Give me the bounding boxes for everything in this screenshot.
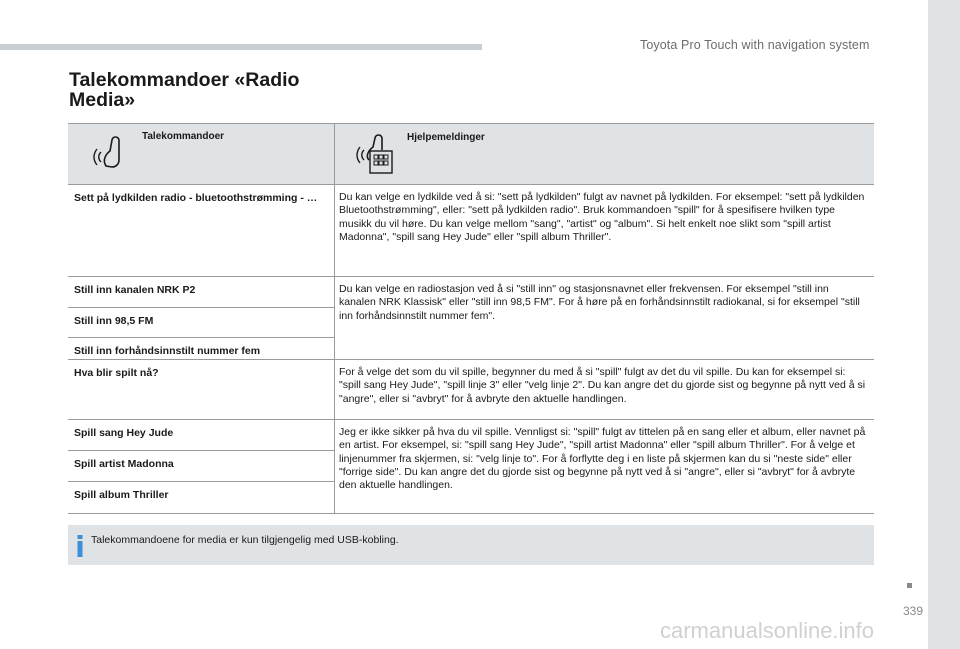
info-note [68, 525, 874, 565]
table-row [68, 277, 874, 360]
side-strip [928, 0, 960, 649]
command-cell [68, 277, 335, 359]
help-text: Jeg er ikke sikker på hva du vil spille. Vennligst si: "spill" fulgt av tittelen på en sang eller et album, eller navnet på en artist. For eksempel, si: "spill sang Hey Jude", "spill artist Madonna" eller "spill album Thriller". For å velge et linjenummer fra skjermen, si: "velg linje to". For å forflytte deg i en liste på skjermen kan du si "neste side" eller "forrige side". Du kan angre det du gjorde sist og begynne på nytt ved å si "angre", eller si "avbryt" for å avbryte den aktuelle handlingen. [339, 426, 866, 492]
help-text: For å velge det som du vil spille, begynner du med å si "spill" fulgt av det du vil spille. Du kan for eksempel si: "spill sang Hey Jude", "spill linje 3" eller "velg linje 2". Du kan angre det du gjorde sist og begynne på nytt ved å si "angre", eller si "avbryt" for å avbryte den aktuelle handlingen. [339, 366, 866, 405]
header-rule [0, 44, 482, 50]
command-text: Still inn forhåndsinnstilt nummer fem [68, 337, 334, 367]
header-cell-help [335, 124, 874, 184]
info-icon [77, 535, 83, 557]
command-cell [68, 185, 335, 276]
table-header-row [68, 124, 874, 185]
help-messages-icon [355, 130, 395, 176]
command-text: Still inn kanalen NRK P2 [74, 284, 196, 296]
help-text: Du kan velge en lydkilde ved å si: "sett på lydkilden" fulgt av navnet på lydkilden. For eksempel: "sett på lydkilden Bluetoothstrømming", eller: "sett på lydkilden radio". Bruk kommandoen "spill" for å spesifisere hvilken type musikk du vil høre. Du kan velge mellom "sang", "artist" og "album". Si helt enkelt noe slikt som "spill artist Madonna", "spill sang Hey Jude" eller "spill album Thriller". [339, 191, 865, 243]
header-label-commands: Talekommandoer [142, 131, 225, 142]
voice-command-icon [92, 130, 132, 176]
command-text: Hva blir spilt nå? [74, 367, 159, 379]
watermark: carmanualsonline.info [660, 618, 875, 643]
table-row [68, 360, 874, 420]
command-cell [68, 360, 335, 419]
table-row [68, 420, 874, 514]
running-title: Toyota Pro Touch with navigation system [640, 38, 870, 52]
command-text: Spill sang Hey Jude [74, 427, 174, 439]
header-label-help: Hjelpemeldinger [407, 132, 485, 143]
command-text: Spill artist Madonna [68, 450, 334, 481]
page-number: 339 [903, 604, 924, 618]
command-cell [68, 420, 335, 513]
voice-command-table [68, 123, 874, 514]
page-marker [907, 583, 912, 588]
command-text: Spill album Thriller [68, 481, 334, 513]
command-text: Sett på lydkilden radio - bluetoothstrømming - … [74, 192, 318, 204]
note-text: Talekommandoene for media er kun tilgjengelig med USB-kobling. [91, 534, 399, 546]
header-cell-commands [68, 124, 335, 184]
page-title: Talekommandoer «Radio Media» [69, 69, 300, 111]
command-text: Still inn 98,5 FM [68, 307, 334, 337]
table-row [68, 185, 874, 277]
help-text: Du kan velge en radiostasjon ved å si "still inn" og stasjonsnavnet eller frekvensen. For eksempel "still inn kanalen NRK Klassisk" eller "still inn 98,5 FM". For å høre på en forhåndsinnstilt radiokanal, si for eksempel "still inn forhåndsinnstilt nummer fem". [339, 283, 860, 322]
